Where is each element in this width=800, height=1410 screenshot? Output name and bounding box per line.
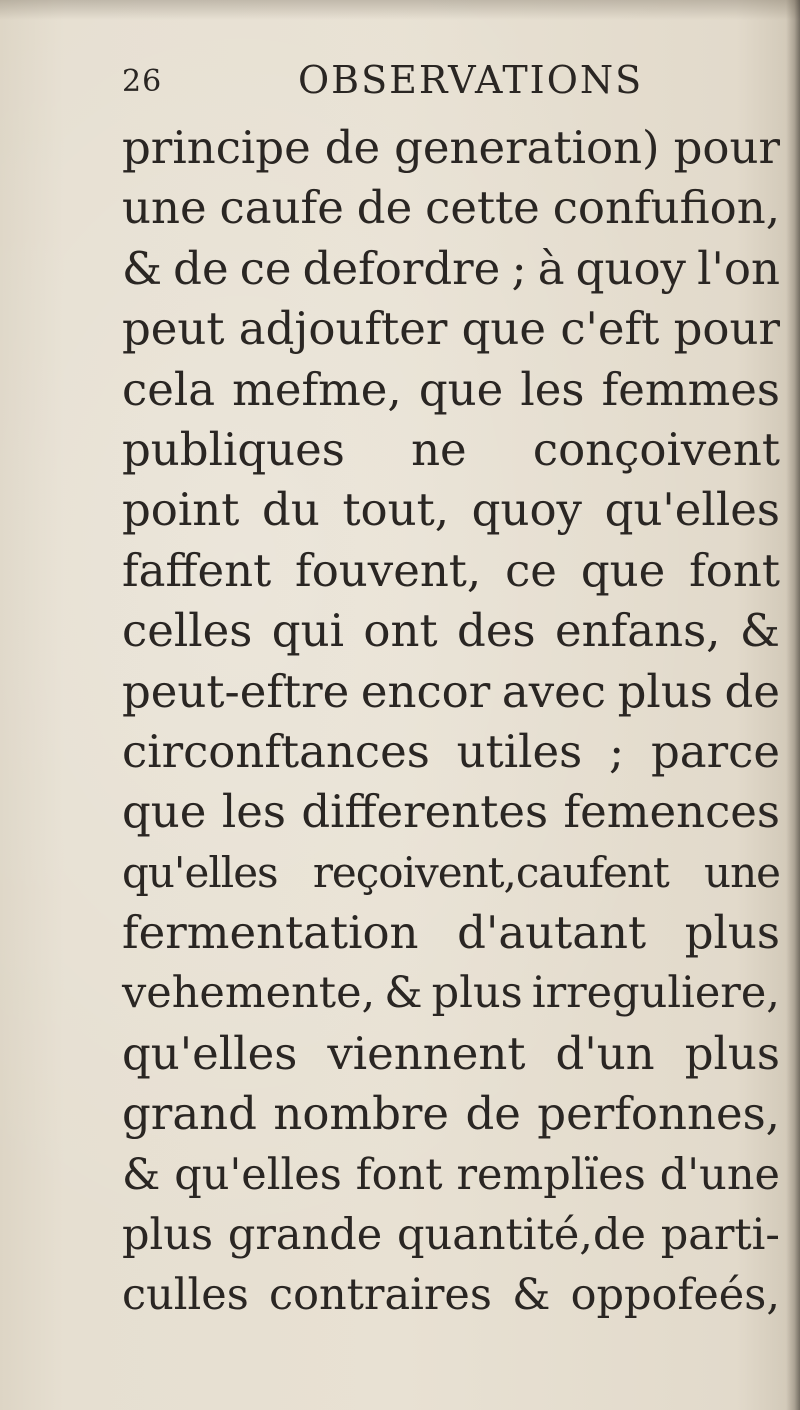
text-word: contraires <box>268 1270 492 1321</box>
text-word: fouvent, <box>295 543 482 597</box>
text-line <box>122 1145 780 1205</box>
text-word: adjoufter <box>238 302 448 356</box>
text-word: nombre <box>273 1087 450 1141</box>
text-word: femences <box>563 785 780 839</box>
text-word: d'une <box>659 1149 780 1200</box>
text-line <box>122 1265 780 1325</box>
text-word: plus <box>684 1026 780 1080</box>
text-word: quantité,de <box>396 1210 646 1261</box>
text-word: celles <box>122 604 253 658</box>
text-word: & <box>122 241 163 295</box>
text-word: d'un <box>555 1026 655 1080</box>
text-word: tout, <box>342 483 450 537</box>
text-word: faffent <box>122 543 272 597</box>
text-line <box>122 782 780 842</box>
text-line <box>122 1205 780 1265</box>
text-word: ne <box>411 422 467 476</box>
text-word: vehemente, <box>122 968 376 1019</box>
text-line <box>122 118 780 178</box>
text-line <box>122 722 780 782</box>
page-number: 26 <box>122 64 163 99</box>
text-word: confufion, <box>552 181 780 235</box>
text-word: l'on <box>697 241 780 295</box>
text-word: une <box>704 847 780 897</box>
text-word: conçoivent <box>532 422 780 476</box>
text-word: font <box>355 1149 443 1200</box>
text-word: mefme, <box>232 362 402 416</box>
text-word: ce <box>505 543 557 597</box>
text-word: du <box>262 483 320 537</box>
text-word: que <box>580 543 666 597</box>
text-word: une <box>122 181 207 235</box>
text-word: peut-eftre <box>122 664 350 718</box>
text-word: oppofeés, <box>570 1270 780 1321</box>
text-word: peut <box>122 302 225 356</box>
text-word: & <box>512 1270 551 1321</box>
text-word: de <box>465 1087 521 1141</box>
text-line <box>122 480 780 540</box>
text-word: point <box>122 483 240 537</box>
text-word: pour <box>673 302 780 356</box>
text-word: que <box>122 785 207 839</box>
text-line <box>122 360 780 420</box>
text-word: avec <box>501 664 606 718</box>
text-word: perfonnes, <box>537 1087 780 1141</box>
text-word: les <box>221 785 286 839</box>
text-word: & <box>122 1149 161 1200</box>
text-word: ont <box>363 604 438 658</box>
text-word: generation) <box>394 121 660 174</box>
text-line <box>122 299 780 359</box>
text-word: & <box>384 968 423 1019</box>
text-word: & <box>739 604 780 658</box>
text-word: irreguliere, <box>531 968 780 1019</box>
text-word: qu'elles <box>122 1026 298 1080</box>
text-word: de <box>724 664 780 718</box>
text-word: plus <box>431 968 523 1019</box>
text-word: culles <box>122 1270 249 1321</box>
text-word: plus <box>122 1210 214 1261</box>
text-word: plus <box>617 664 713 718</box>
text-word: que <box>461 302 547 356</box>
page-gutter-shadow <box>786 0 800 1410</box>
text-word: quoy <box>471 483 582 537</box>
text-word: de <box>324 121 381 174</box>
text-word: grande <box>227 1210 383 1261</box>
text-word: c'eft <box>560 302 660 356</box>
text-line <box>122 601 780 661</box>
text-word: d'autant <box>457 906 647 960</box>
text-word: remplïes <box>456 1149 646 1200</box>
text-word: enfans, <box>554 604 721 658</box>
text-line <box>122 903 780 963</box>
text-word: femmes <box>601 362 780 416</box>
body-text <box>122 118 780 1326</box>
text-line <box>122 963 780 1023</box>
text-line <box>122 1024 780 1084</box>
text-word: les <box>520 362 585 416</box>
text-word: plus <box>684 906 780 960</box>
text-word: circonftances <box>122 724 430 778</box>
page-header <box>122 58 762 102</box>
text-line <box>122 178 780 238</box>
text-word: pour <box>673 121 780 174</box>
text-word: reçoivent,caufent <box>312 847 669 897</box>
text-word: viennent <box>327 1026 526 1080</box>
text-word: des <box>457 604 536 658</box>
text-word: de <box>173 241 229 295</box>
text-word: qu'elles <box>122 847 278 897</box>
text-word: principe <box>122 121 311 174</box>
text-word: ; <box>511 241 527 295</box>
text-word: caufe <box>219 181 344 235</box>
text-word: ; <box>609 724 625 778</box>
text-word: differentes <box>301 785 549 839</box>
text-word: font <box>689 543 780 597</box>
text-word: utiles <box>456 724 583 778</box>
text-line <box>122 843 780 903</box>
text-word: parce <box>651 724 780 778</box>
text-line <box>122 1084 780 1144</box>
text-word: qu'elles <box>604 483 780 537</box>
page-top-shadow <box>0 0 800 20</box>
text-word: cela <box>122 362 216 416</box>
text-word: à <box>537 241 565 295</box>
text-word: publiques <box>122 422 345 476</box>
text-word: cette <box>425 181 540 235</box>
text-line <box>122 420 780 480</box>
text-word: quoy <box>575 241 686 295</box>
text-word: defordre <box>302 241 501 295</box>
text-word: encor <box>360 664 491 718</box>
text-word: que <box>418 362 504 416</box>
text-word: grand <box>122 1087 257 1141</box>
text-word: parti- <box>660 1210 780 1261</box>
text-line <box>122 239 780 299</box>
text-line <box>122 662 780 722</box>
text-word: qu'elles <box>174 1149 342 1200</box>
text-word: fermentation <box>122 906 419 960</box>
text-word: de <box>356 181 413 235</box>
text-line <box>122 541 780 601</box>
text-word: ce <box>239 241 292 295</box>
running-title: OBSERVATIONS <box>298 58 644 102</box>
text-word: qui <box>271 604 344 658</box>
